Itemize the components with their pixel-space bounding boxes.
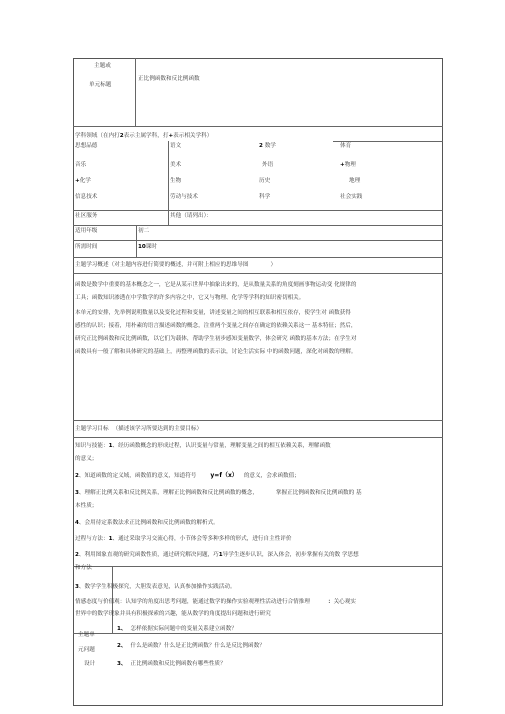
main-subject-mark: 2 [259,143,263,149]
col-divider [168,141,169,225]
overview-line: 本单元的安排，先举例说明数量以及变化过程和变量，讲述变量之间的相互联系和相互依存，使学生对 函数获得 [75,310,351,316]
overview-hint: ） [270,262,277,268]
question-text: 正比例函数和反比例函数有哪些性质？ [130,661,226,667]
goal-text: 、通过采取学习交流心得，小节体会等多种多样的形式，进行自主性评价 [112,536,292,542]
goal-number: 3 [75,584,79,590]
goals-header [75,426,202,433]
time-label: 所需时间 [75,244,98,250]
subject-art: 美术 [170,162,182,168]
goal-process-3 [75,584,236,591]
time-num: 10 [138,244,146,250]
goal-formula: y=f（x） [210,472,238,479]
row-divider [333,141,443,142]
topic-value: 正比例函数和反比例函数 [138,76,200,82]
related-subject-mark: + [340,162,345,168]
goal-process-1 [75,536,292,543]
goal-line: 的意义； [75,456,98,462]
subject-physics-label: 物理 [344,162,356,168]
goal-number: 1 [218,552,223,558]
col-divider [136,225,137,257]
goal-text: 、会用待定系数法求正比例函数和反比例函数的解析式。 [78,520,219,526]
subject-it: 信息技术 [75,194,98,200]
overview-line: 研究正比例函数和反比例函数，以它们为载体，帮助学生初步感知变量数学，体会研究 函数的基本方法；在学生对 [75,336,357,342]
row-divider [73,257,443,258]
subject-social: 社会实践 [340,194,363,200]
subject-labor: 劳动与技术 [170,194,198,200]
goal-line: 世界中的数学现象并具有积极探索的兴趣，能从数学的角度提出问题和进行研究 [75,611,271,617]
goal-text: 导学生逐步认识，深入体会，初步掌握有关的数 学思想 [222,552,359,558]
subjects-title [75,133,212,140]
time-value [138,244,157,251]
subject-biology: 生物 [170,178,182,184]
question-text: 什么是函数？什么是正比例函数？什么是反比例函数？ [130,643,265,649]
goal-mark: ： [327,599,334,605]
goal-category: 知识与技能： [75,443,109,449]
topic-label: 单元标题 [89,82,112,88]
goal-text: 掌握正比例函数和反比例函数的 基 [275,490,362,496]
subject-music: 音乐 [75,162,87,168]
overview-line: 感性的认识；接着，用朴素的语言描述函数的概念，注重两个变量之间存在确定的依赖关系这一 基本特征；然后， [75,323,357,329]
goal-text: 情感态度与价值观：认知学的角度出思考问题，能通过数学的操作实验观理性活动进行合情推理 [75,599,310,605]
time-unit: 课时 [145,244,157,250]
overview-line: 函数是数学中重要的基本概念之一，它是从某示世界中抽象出来的，是从数量关系的角度刻画事物运动变 化规律的 [75,282,357,288]
row-divider [73,437,443,438]
row-divider [73,225,443,226]
subjects-title-text: 表示相关学科） [173,133,213,139]
row-divider [73,420,443,421]
question-number: 2、 [117,643,127,649]
question-item [117,643,265,650]
row-divider [73,566,443,567]
goal-text: 、知道函数的定义域，函数值的意义，知道符号 [78,473,197,479]
goal-text: 、数学学生积极探究，大胆发表意见，认真参加操作实践活动。 [78,584,236,590]
subjects-title-text: 表示主属学科，打 [123,133,169,139]
subject-history: 历史 [259,178,271,184]
goal-emotion [75,599,356,606]
subject-community: 社区服务 [75,213,98,219]
topic-label: 主题或 [94,63,111,69]
subject-science: 科学 [259,194,271,200]
goals-label: 主题学习目标 [75,426,109,432]
goal-number: 4 [75,520,79,526]
overview-header [75,262,276,269]
overview-hint: （对主题内容进行简要的概述，并可附上相应的思维导图 [108,262,249,268]
questions-label: 主题单 [78,632,95,638]
row-divider [73,126,443,127]
goal-number: 3 [75,490,79,496]
goal-knowledge-4 [75,520,219,527]
overview-label: 主题学习概述 [75,262,109,268]
main-subject-mark: 2 [119,133,124,139]
goal-text: 关心观实 [333,599,356,605]
subjects-title-text: 学科领域（在内打 [75,133,120,139]
goal-line: 本性质； [75,503,98,509]
overview-line: 函数具有一般了解和具体研究的基础上，再整理函数的表示法，讨论生活实际 中的函数问题，深化对函数的理解。 [75,349,357,355]
subject-chinese: 语文 [170,143,182,149]
subject-geography: 地理 [349,178,361,184]
goal-text: 、经历函数概念的形成过程，认识变量与常量，理解变量之间的相互依赖关系，理解函数 [112,443,331,449]
col-divider [135,58,136,126]
goal-text: 的意义，会求函数值； [243,473,300,479]
goal-knowledge-2 [75,472,300,480]
questions-label: 设计 [84,661,96,667]
subject-politics: 思想品德 [75,143,98,149]
question-number: 1、 [117,626,127,632]
row-divider [73,633,443,634]
subject-chemistry [75,178,91,185]
question-item [117,626,237,633]
subject-other: 其他（请列出）： [170,213,212,219]
related-subject-mark: + [75,178,80,184]
subject-chemistry-label: 化学 [79,178,91,184]
form-table [73,58,443,706]
goal-text: 、理解正比例关系和反比例关系，理解正比例函数和反比例函数的概念， [78,490,258,496]
subject-math [259,143,276,150]
row-divider [73,273,443,274]
subject-math-label: 数学 [264,143,276,149]
question-number: 3、 [117,661,127,667]
related-subject-mark: + [168,133,174,139]
subject-physics [340,162,356,169]
goals-hint: （描述该学习所要达到的主要目标 [112,426,197,432]
goal-category: 过程与方法： [75,536,109,542]
goal-line: 和方法 [75,565,92,571]
questions-label: 元问题 [78,647,95,653]
question-item [117,661,226,668]
goal-process-2 [75,552,359,559]
goals-hint: ） [196,426,203,432]
goal-number: 2 [75,552,79,558]
row-divider [73,210,443,211]
goal-knowledge-1 [75,443,331,450]
grade-label: 适用年级 [75,228,98,234]
grade-value: 初二 [138,228,150,234]
goal-number: 1 [108,536,113,542]
overview-line: 工具；函数知识渗透在中学数学的许多内容之中，它又与物理、化学等学科的知识密切相关。 [75,295,305,301]
goal-text: 、利用图象直观的研究函数性质，通过研究解决问题，巧 [78,552,219,558]
subject-pe: 体育 [340,143,352,149]
row-divider [73,240,443,241]
goal-number: 1 [108,443,113,449]
goal-number: 2 [75,473,79,479]
goal-knowledge-3 [75,490,362,497]
subject-foreign: 外语 [262,162,274,168]
question-text: 怎样依据实际问题中的变量关系建立函数？ [130,626,237,632]
